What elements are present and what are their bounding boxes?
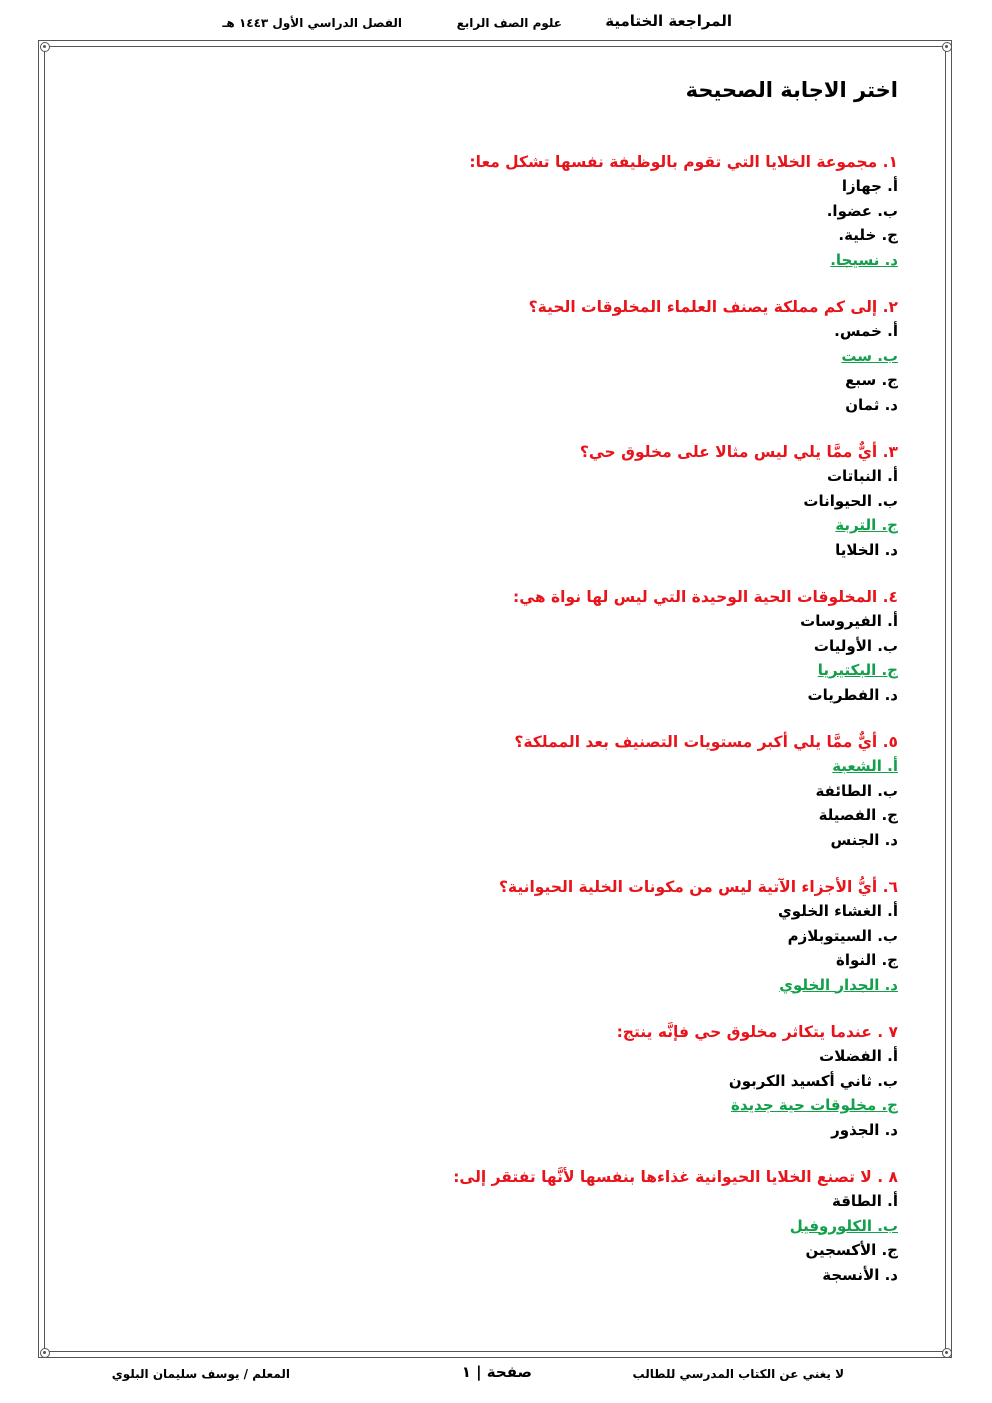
corner-ornament-icon — [942, 42, 952, 52]
corner-ornament-icon — [40, 42, 50, 52]
corner-ornament-icon — [942, 1348, 952, 1358]
question-block — [78, 875, 898, 997]
answer-option: ج. خلية. — [838, 226, 898, 244]
correct-answer-option: أ. الشعبة — [832, 757, 898, 775]
question-text: ٢. إلى كم مملكة يصنف العلماء المخلوقات الحية؟ — [528, 298, 898, 316]
answer-option: ج. الفصيلة — [818, 806, 898, 824]
answer-option: د. الأنسجة — [822, 1265, 898, 1284]
answer-option: ب. الطائفة — [815, 781, 898, 800]
teacher-name: المعلم / يوسف سليمان البلوي — [111, 1367, 290, 1381]
answer-option: ب. ثاني أكسيد الكربون — [728, 1071, 898, 1090]
correct-answer-option: ب. الكلوروفيل — [789, 1216, 898, 1235]
question-text: ٦. أيُّ الأجزاء الآتية ليس من مكونات الخلية الحيوانية؟ — [498, 878, 898, 896]
answer-option: ج. سبع — [845, 371, 898, 389]
question-list — [78, 150, 898, 1287]
answer-option: ب. الأوليات — [813, 636, 898, 655]
answer-option: أ. الفضلات — [819, 1047, 898, 1065]
correct-answer-option: د. الجدار الخلوي — [779, 975, 898, 994]
question-block — [78, 1165, 898, 1287]
answer-option: د. ثمان — [845, 395, 898, 414]
question-block — [78, 440, 898, 562]
question-text: ١. مجموعة الخلايا التي تقوم بالوظيفة نفسها تشكل معا: — [469, 153, 898, 171]
page-number: صفحة | ١ — [461, 1363, 532, 1381]
worksheet-content — [78, 70, 898, 1310]
question-text: ٥. أيٌّ ممَّا يلي أكبر مستويات التصنيف بعد المملكة؟ — [514, 733, 898, 751]
page-title: اختر الاجابة الصحيحة — [685, 78, 898, 102]
header-subject: علوم الصف الرابع — [456, 16, 562, 30]
question-text: ٣. أيٌّ ممَّا يلي ليس مثالا على مخلوق حي؟ — [579, 443, 898, 461]
answer-option: أ. جهازا — [841, 177, 898, 195]
question-text: ٧ . عندما يتكاثر مخلوق حي فإنَّه ينتج: — [616, 1023, 898, 1041]
answer-option: ب. عضوا. — [826, 201, 898, 220]
answer-option: ج. النواة — [835, 951, 898, 969]
header-term: الفصل الدراسي الأول ١٤٤٣ هـ — [222, 16, 402, 30]
answer-option: أ. الفيروسات — [800, 612, 898, 630]
answer-option: ب. السيتوبلازم — [787, 926, 898, 945]
answer-option: أ. الغشاء الخلوي — [778, 902, 898, 920]
answer-option: أ. النباتات — [826, 467, 898, 485]
correct-answer-option: د. نسيجا. — [830, 250, 898, 269]
correct-answer-option: ب. ست — [841, 346, 898, 365]
answer-option: أ. خمس. — [834, 322, 898, 340]
answer-option: د. الجنس — [830, 830, 898, 849]
corner-ornament-icon — [40, 1348, 50, 1358]
question-block — [78, 150, 898, 272]
question-block — [78, 1020, 898, 1142]
question-text: ٨ . لا تصنع الخلايا الحيوانية غذاءها بنفسها لأنَّها تفتقر إلى: — [453, 1168, 898, 1186]
answer-option: د. الفطريات — [807, 685, 898, 704]
correct-answer-option: ج. مخلوقات حية جديدة — [731, 1096, 898, 1114]
answer-option: ج. الأكسجين — [805, 1241, 898, 1259]
header-title: المراجعة الختامية — [605, 12, 732, 30]
correct-answer-option: ج. البكتيريا — [817, 661, 898, 679]
page-footer — [0, 1363, 992, 1393]
answer-option: أ. الطاقة — [832, 1192, 898, 1210]
question-block — [78, 585, 898, 707]
answer-option: ب. الحيوانات — [803, 491, 898, 510]
question-block — [78, 295, 898, 417]
answer-option: د. الجذور — [831, 1120, 898, 1139]
question-block — [78, 730, 898, 852]
question-text: ٤. المخلوقات الحية الوحيدة التي ليس لها نواة هي: — [513, 588, 898, 606]
footer-note: لا يغني عن الكتاب المدرسي للطالب — [632, 1367, 844, 1381]
correct-answer-option: ج. التربة — [835, 516, 898, 534]
page-header — [0, 10, 992, 36]
answer-option: د. الخلايا — [835, 540, 898, 559]
